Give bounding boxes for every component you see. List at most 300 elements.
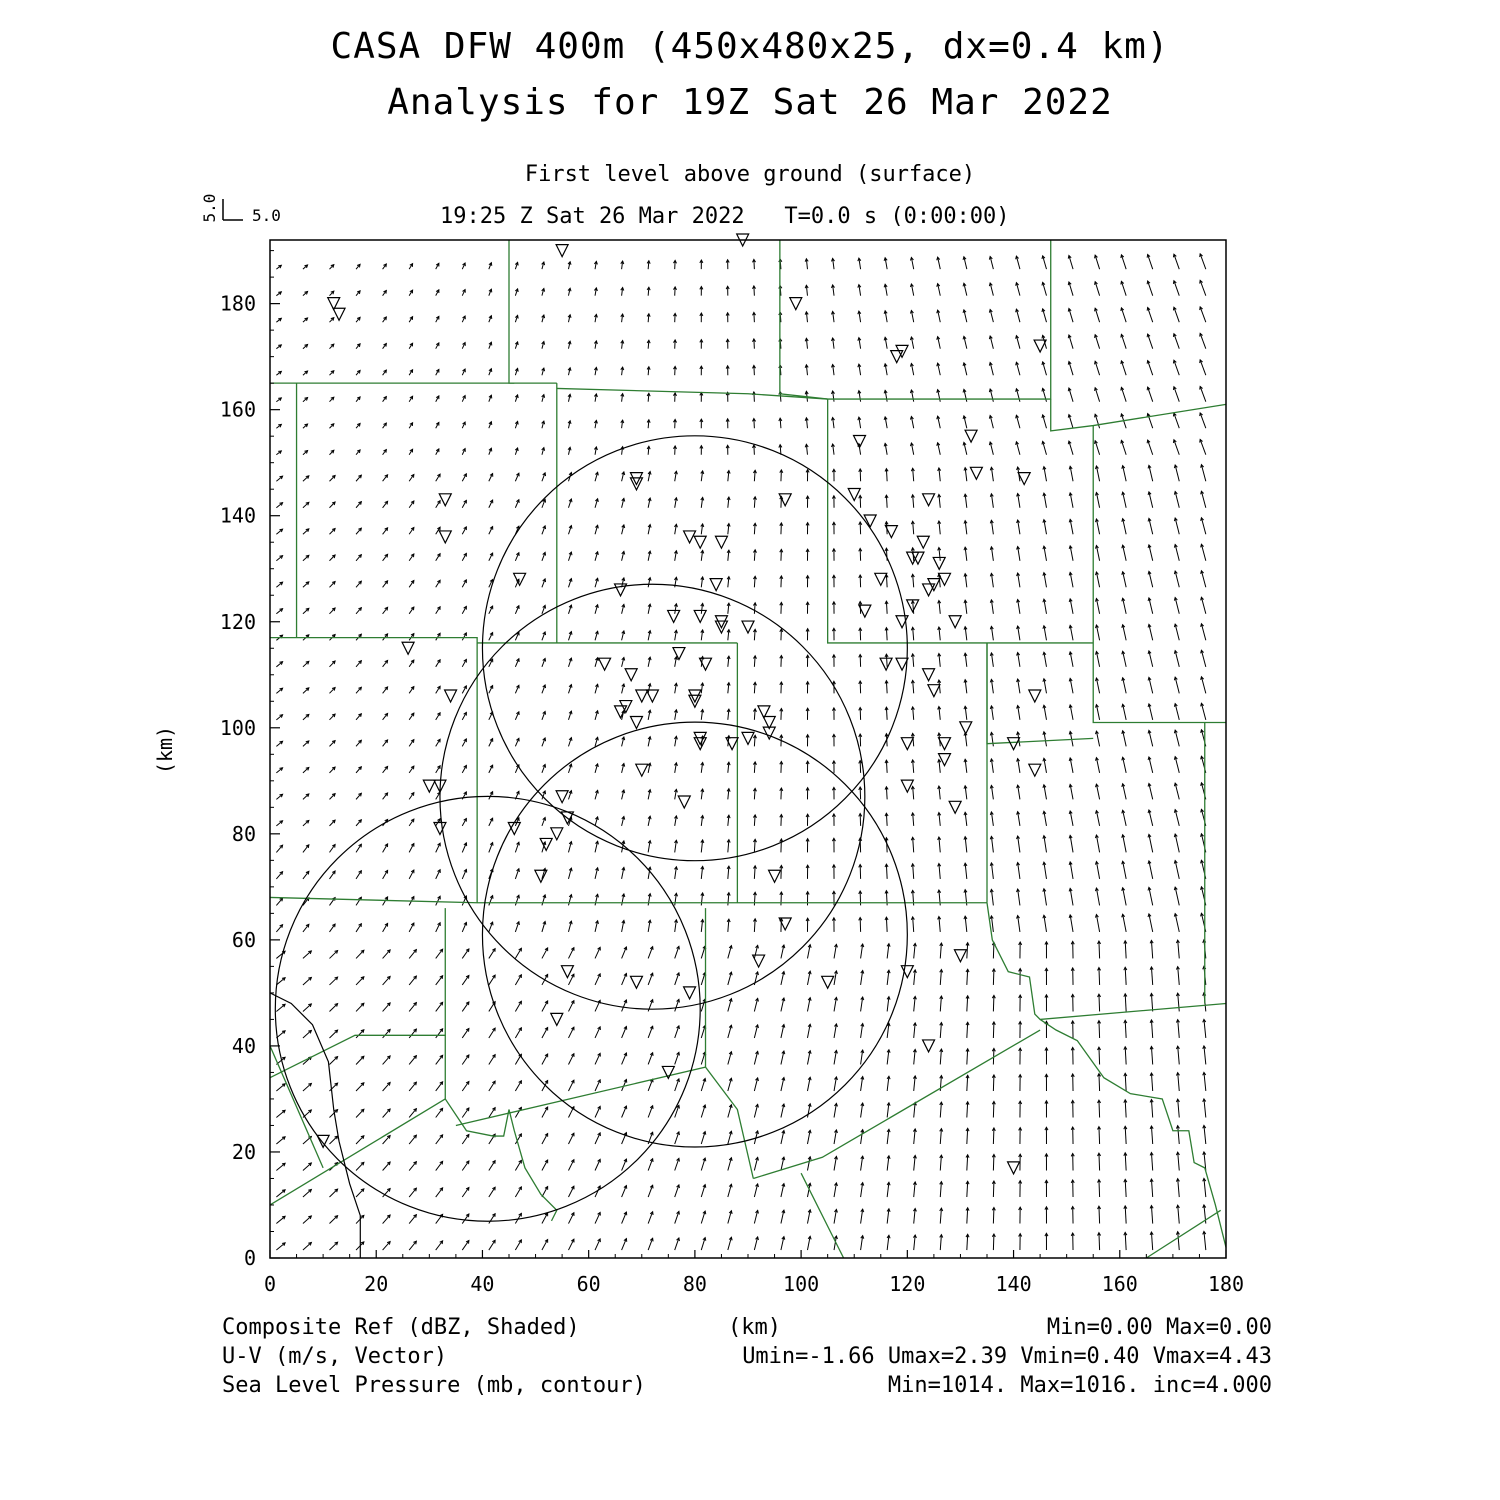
wind-vector <box>993 1154 994 1170</box>
wind-vector <box>1125 1020 1126 1038</box>
y-tick-label: 80 <box>231 821 256 846</box>
wind-vector <box>967 1102 968 1118</box>
wind-vector <box>489 1214 495 1224</box>
wind-vector <box>489 1240 495 1250</box>
wind-vector <box>1201 491 1205 508</box>
wind-vector <box>303 1004 311 1012</box>
wind-vector <box>542 1027 548 1037</box>
wind-vector <box>276 925 282 932</box>
wind-vector <box>1175 834 1179 852</box>
vector-key-v: 5.0 <box>200 193 219 223</box>
station-marker <box>636 690 648 702</box>
station-marker <box>333 308 345 320</box>
wind-vector <box>515 975 521 985</box>
wind-vector <box>1204 1019 1206 1038</box>
wind-vector <box>542 948 548 958</box>
wind-vector <box>1099 1047 1100 1064</box>
wind-vector <box>1125 941 1126 959</box>
station-marker <box>875 573 887 585</box>
station-marker <box>970 467 982 479</box>
wind-vector <box>1125 1232 1126 1250</box>
wind-vector <box>303 1189 311 1197</box>
wind-vector <box>1174 413 1179 428</box>
wind-vector <box>436 1082 443 1091</box>
wind-vector <box>993 942 994 958</box>
wind-vector <box>1204 1046 1206 1065</box>
wind-vector <box>542 1134 548 1144</box>
wind-vector <box>409 1109 416 1118</box>
footer-uv: U-V (m/s, Vector) <box>222 1344 448 1369</box>
wind-vector <box>1174 307 1179 322</box>
wind-vector <box>409 1162 416 1171</box>
station-marker <box>402 642 414 654</box>
wind-vector <box>1151 1099 1152 1117</box>
station-marker <box>684 987 696 999</box>
x-tick-label: 100 <box>783 1272 820 1296</box>
x-tick-label: 120 <box>889 1272 926 1296</box>
station-marker <box>678 796 690 808</box>
wind-vector <box>276 1004 285 1011</box>
wind-vector <box>489 1161 495 1171</box>
wind-vector <box>1125 994 1126 1012</box>
station-marker <box>423 780 435 792</box>
wind-vector <box>409 1056 416 1065</box>
station-marker <box>901 780 913 792</box>
wind-vector <box>462 1055 469 1065</box>
wind-vector <box>1099 1127 1100 1144</box>
y-tick-label: 100 <box>219 715 256 740</box>
wind-vector <box>436 1161 443 1170</box>
wind-vector <box>515 1081 521 1091</box>
wind-vector <box>1204 1072 1206 1091</box>
wind-vector <box>489 975 495 985</box>
station-marker <box>630 716 642 728</box>
wind-vector <box>993 1207 994 1223</box>
wind-vector <box>303 1216 311 1224</box>
wind-vector <box>356 1109 364 1117</box>
footer-composite-ref: Composite Ref (dBZ, Shaded) <box>222 1315 580 1340</box>
x-tick-label: 160 <box>1101 1272 1138 1296</box>
x-tick-label: 180 <box>1207 1272 1245 1296</box>
wind-vector <box>1174 387 1179 402</box>
wind-vector <box>409 1188 416 1197</box>
plot-frame <box>270 240 1226 1258</box>
station-marker <box>556 791 568 803</box>
wind-vector <box>329 1136 337 1144</box>
wind-vector <box>1125 1179 1126 1197</box>
county-line <box>456 1067 753 1178</box>
station-marker <box>923 584 935 596</box>
station-marker <box>710 579 722 591</box>
station-marker <box>923 494 935 506</box>
wind-vector <box>276 898 282 905</box>
wind-vector <box>356 1136 364 1144</box>
wind-vector <box>462 1108 469 1118</box>
y-axis <box>220 251 280 1270</box>
wind-vector <box>489 1187 495 1197</box>
x-tick-label: 20 <box>364 1272 389 1296</box>
wind-vector <box>886 917 887 932</box>
station-marker <box>668 610 680 622</box>
wind-vector <box>1099 994 1100 1011</box>
wind-vector <box>383 1082 391 1091</box>
wind-vector <box>515 1240 521 1250</box>
wind-vector <box>462 1028 469 1038</box>
station-marker <box>742 621 754 633</box>
station-marker <box>965 430 977 442</box>
wind-vector <box>436 1188 443 1197</box>
county-line <box>987 903 1226 1020</box>
station-marker <box>848 489 860 501</box>
wind-vector <box>409 1029 416 1038</box>
wind-vector <box>276 1110 285 1117</box>
station-marker <box>630 976 642 988</box>
radar-range-circle <box>482 436 907 861</box>
wind-vector <box>436 1055 443 1064</box>
wind-vector <box>489 1055 495 1065</box>
wind-vector <box>383 1162 391 1171</box>
wind-vector <box>1200 413 1206 428</box>
county-line <box>1146 1210 1220 1258</box>
wind-vector <box>409 1241 416 1250</box>
wind-vector <box>1099 1153 1100 1170</box>
wind-vector <box>383 1029 391 1038</box>
wind-vector <box>1201 650 1205 667</box>
wind-vector <box>1174 281 1179 296</box>
wind-vector <box>967 1049 968 1065</box>
valid-time-label: 19:25 Z Sat 26 Mar 2022 T=0.0 s (0:00:00) <box>440 204 1010 229</box>
wind-vector <box>886 864 887 879</box>
wind-vector <box>1201 544 1205 561</box>
y-tick-label: 160 <box>219 397 256 422</box>
wind-vector <box>303 1083 311 1091</box>
wind-vector <box>1148 387 1153 402</box>
wind-vector <box>993 995 994 1011</box>
county-line <box>509 240 557 383</box>
county-line <box>1040 1019 1226 1247</box>
wind-vector <box>1099 1100 1100 1117</box>
x-tick-label: 0 <box>263 1272 277 1296</box>
wind-vector <box>303 1163 311 1171</box>
wind-vector <box>303 977 311 985</box>
wind-vector <box>436 1002 443 1011</box>
wind-vector <box>1201 703 1205 720</box>
wind-vector <box>436 976 443 985</box>
station-marker <box>715 536 727 548</box>
station-marker <box>439 494 451 506</box>
vector-key <box>200 194 281 225</box>
wind-vector <box>515 948 521 958</box>
county-line <box>270 908 445 1078</box>
wind-vector <box>967 943 968 959</box>
station-marker <box>673 648 685 660</box>
wind-vector <box>967 1128 968 1144</box>
wind-vector <box>1200 307 1206 322</box>
wind-vector <box>1044 836 1047 853</box>
wind-vector <box>542 1054 548 1064</box>
station-marker <box>822 976 834 988</box>
x-tick-label: 140 <box>995 1272 1032 1296</box>
wind-vector <box>1044 915 1047 932</box>
wind-vector <box>409 1003 416 1012</box>
wind-vector <box>462 975 469 985</box>
wind-vector <box>967 1234 968 1250</box>
wind-vector <box>383 1056 391 1065</box>
wind-vector <box>515 1160 521 1170</box>
wind-vector <box>967 969 968 985</box>
wind-vector <box>542 1107 548 1117</box>
vector-key-u: 5.0 <box>252 206 281 225</box>
y-tick-label: 180 <box>219 291 256 316</box>
chart-title-line2: Analysis for 19Z Sat 26 Mar 2022 <box>387 82 1113 123</box>
wind-vector <box>1175 914 1179 932</box>
wind-vector <box>303 1030 311 1038</box>
wind-vector <box>462 1188 469 1198</box>
wind-vector <box>515 1107 521 1117</box>
wind-vector <box>489 1081 495 1091</box>
chart-subtitle: First level above ground (surface) <box>524 162 976 187</box>
wind-vector <box>993 1101 994 1117</box>
wind-vector <box>1174 440 1179 455</box>
county-line <box>445 1035 557 1221</box>
x-axis-label: (km) <box>728 1315 781 1340</box>
county-line <box>270 638 737 643</box>
wind-vector-field <box>276 254 1205 1250</box>
wind-vector <box>329 1189 337 1197</box>
wind-vector <box>462 1214 469 1224</box>
wind-vector <box>1151 940 1152 958</box>
wind-vector <box>967 1075 968 1091</box>
wind-vector <box>1099 941 1100 958</box>
wind-vector <box>462 1135 469 1145</box>
x-tick-label: 80 <box>682 1272 707 1296</box>
wind-vector <box>1099 968 1100 985</box>
wind-vector <box>356 1003 364 1011</box>
y-tick-label: 40 <box>231 1033 256 1058</box>
wind-vector <box>462 1161 469 1171</box>
wind-vector <box>542 1160 548 1170</box>
station-marker <box>769 870 781 882</box>
wind-vector <box>436 949 443 958</box>
x-tick-label: 60 <box>576 1272 601 1296</box>
wind-vector <box>515 1187 521 1197</box>
wind-vector <box>1200 360 1206 375</box>
wind-vector <box>1151 1046 1152 1064</box>
wind-vector <box>1174 360 1179 375</box>
wind-vector <box>1200 439 1206 454</box>
wind-vector <box>1200 254 1206 269</box>
wind-vector <box>1174 254 1179 269</box>
wind-vector <box>489 949 495 959</box>
station-marker <box>694 610 706 622</box>
wind-vector <box>489 1028 495 1038</box>
wind-vector <box>1148 281 1153 296</box>
wind-vector <box>276 1243 285 1250</box>
wind-vector <box>1149 861 1153 879</box>
y-tick-label: 0 <box>243 1246 256 1270</box>
wind-vector <box>276 1216 285 1223</box>
wind-vector <box>1151 1206 1152 1224</box>
wind-vector <box>409 976 416 985</box>
station-marker <box>535 870 547 882</box>
wind-vector <box>1044 889 1047 906</box>
wind-vector <box>436 1108 443 1117</box>
county-line <box>780 240 828 399</box>
wind-vector <box>993 1234 994 1250</box>
x-axis <box>264 1250 1244 1296</box>
station-marker <box>1029 690 1041 702</box>
wind-vector <box>1125 1126 1126 1144</box>
wind-vector <box>1151 1020 1152 1038</box>
wind-vector <box>1148 334 1153 349</box>
wind-vector <box>1200 386 1206 401</box>
wind-vector <box>1151 1179 1152 1197</box>
wind-vector <box>1149 914 1153 932</box>
station-marker <box>939 754 951 766</box>
wind-vector <box>1125 1073 1126 1091</box>
station-marker <box>694 536 706 548</box>
wind-vector <box>329 977 337 985</box>
wind-vector <box>356 1162 364 1170</box>
wind-vector <box>967 996 968 1012</box>
wind-vector <box>356 950 364 958</box>
wind-vector <box>1201 518 1205 535</box>
wind-vector <box>542 1001 548 1011</box>
county-line <box>270 897 987 902</box>
station-marker <box>1008 738 1020 750</box>
station-marker <box>901 738 913 750</box>
wind-vector <box>329 1216 337 1224</box>
wind-vector <box>1148 255 1153 270</box>
station-marker <box>880 658 892 670</box>
wind-vector <box>967 1022 968 1038</box>
station-marker <box>923 669 935 681</box>
wind-vector <box>1099 1074 1100 1091</box>
wind-vector <box>303 1243 311 1251</box>
station-marker <box>923 1040 935 1052</box>
wind-vector <box>409 1215 416 1224</box>
station-marker <box>514 573 526 585</box>
wind-vector <box>462 1081 469 1091</box>
footer-slp: Sea Level Pressure (mb, contour) <box>222 1373 646 1398</box>
radar-range-circles <box>275 436 907 1221</box>
wind-vector <box>1151 1232 1152 1250</box>
footer-ref-minmax: Min=0.00 Max=0.00 <box>1046 1315 1272 1340</box>
wind-vector <box>329 1242 337 1250</box>
station-marker <box>684 531 696 543</box>
wind-vector <box>409 1135 416 1144</box>
wind-vector <box>542 1240 548 1250</box>
wind-vector <box>1151 1126 1152 1144</box>
wind-vector <box>303 951 311 959</box>
wind-vector <box>542 1213 548 1223</box>
wind-vector <box>993 1022 994 1038</box>
wind-vector <box>967 1208 968 1224</box>
wind-vector <box>1125 1206 1126 1224</box>
station-marker <box>434 823 446 835</box>
wind-vector <box>1125 967 1126 985</box>
wind-vector <box>383 976 391 985</box>
wind-vector <box>1099 1021 1100 1038</box>
wind-vector <box>1151 1153 1152 1171</box>
wind-vector <box>1148 308 1153 323</box>
wind-vector <box>383 1215 391 1224</box>
station-marker <box>1008 1162 1020 1174</box>
wind-vector <box>329 1004 337 1012</box>
wind-vector <box>1151 1073 1152 1091</box>
footer-slp-minmax: Min=1014. Max=1016. inc=4.000 <box>887 1373 1272 1398</box>
wind-vector <box>515 1028 521 1038</box>
y-axis-label: (km) <box>153 725 177 775</box>
footer-uv-minmax: Umin=-1.66 Umax=2.39 Vmin=0.40 Vmax=4.43 <box>742 1344 1272 1369</box>
wind-vector <box>1125 1153 1126 1171</box>
wind-vector <box>329 951 337 959</box>
wind-vector <box>356 977 364 985</box>
wind-vector <box>436 1241 443 1250</box>
county-line <box>270 1099 445 1205</box>
wind-vector <box>1125 1047 1126 1065</box>
wind-vector <box>409 1082 416 1091</box>
wind-vector <box>993 969 994 985</box>
station-marker <box>540 838 552 850</box>
station-marker <box>917 536 929 548</box>
wind-vector <box>1099 1180 1100 1197</box>
station-marker <box>891 351 903 363</box>
wind-vector <box>356 1083 364 1091</box>
wind-vector <box>1204 1099 1206 1118</box>
wind-vector <box>1174 334 1179 349</box>
wind-vector <box>329 1057 337 1065</box>
wind-vector <box>1201 597 1205 614</box>
wind-vector <box>276 845 282 852</box>
station-marker <box>949 616 961 628</box>
x-tick-label: 40 <box>470 1272 495 1296</box>
station-marker <box>933 557 945 569</box>
y-tick-label: 140 <box>219 503 256 528</box>
wind-vector <box>1204 1231 1206 1250</box>
wind-vector <box>276 1163 285 1170</box>
station-marker <box>551 1013 563 1025</box>
wind-vector <box>993 1181 994 1197</box>
chart-title-line1: CASA DFW 400m (450x480x25, dx=0.4 km) <box>330 26 1170 67</box>
wind-vector <box>1099 1233 1100 1250</box>
wind-vector <box>1125 1100 1126 1118</box>
wind-vector <box>1151 993 1152 1011</box>
station-marker <box>556 245 568 257</box>
wind-vector <box>1044 862 1047 879</box>
y-tick-label: 20 <box>231 1139 256 1164</box>
station-marker <box>742 732 754 744</box>
wind-vector <box>356 1030 364 1038</box>
wind-vector <box>1151 967 1152 985</box>
wind-vector <box>1204 1125 1206 1144</box>
wind-vector <box>462 949 469 959</box>
wind-vector <box>356 1056 364 1064</box>
wind-vector <box>462 1241 469 1251</box>
station-marker <box>439 531 451 543</box>
wind-vector <box>1201 624 1205 641</box>
wind-vector <box>967 1155 968 1171</box>
county-line <box>987 643 1093 744</box>
station-marker <box>864 515 876 527</box>
station-marker <box>445 690 457 702</box>
county-line <box>557 388 828 399</box>
wind-vector <box>1099 1206 1100 1223</box>
wind-vector <box>993 1128 994 1144</box>
wind-vector <box>462 1002 469 1012</box>
wind-vector <box>1149 834 1153 852</box>
station-marker <box>625 669 637 681</box>
